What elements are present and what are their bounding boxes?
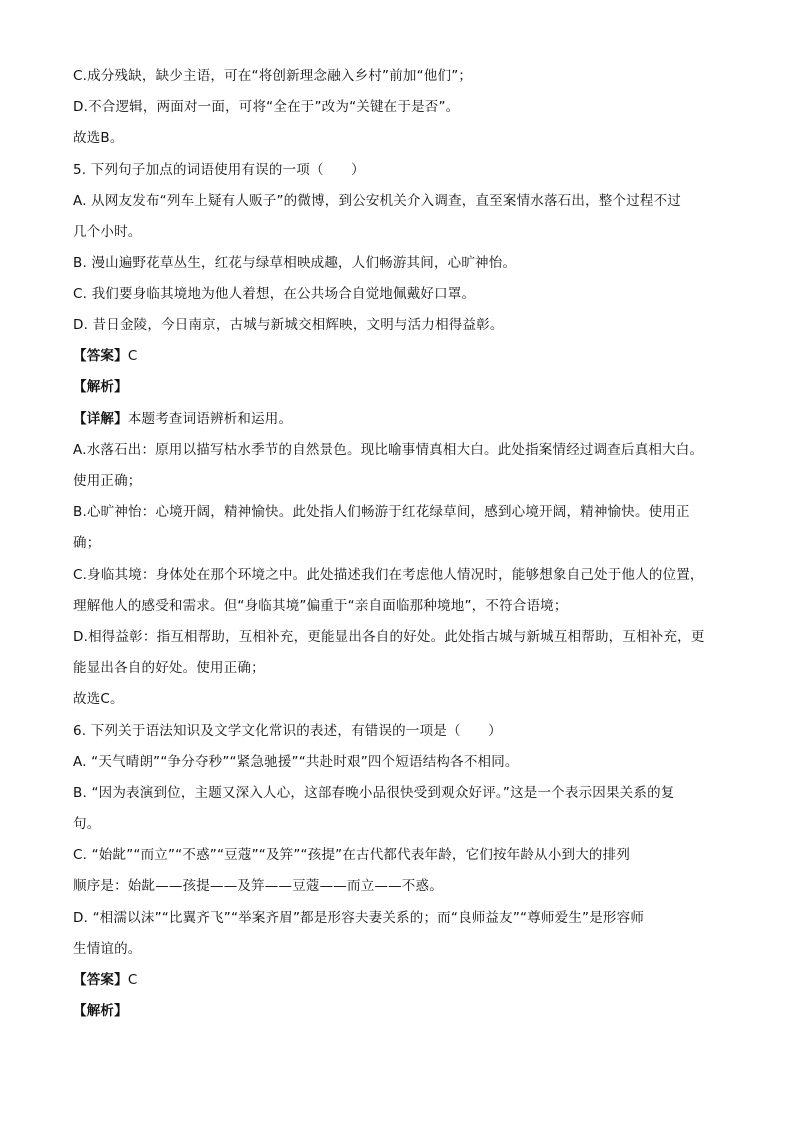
- text-line: 故选B。: [73, 130, 124, 146]
- option-a: A. “天气晴朗”“争分夺秒”“紧急驰援”“共赴时艰”四个短语结构各不相同。: [73, 754, 519, 770]
- option-b: B. “因为表演到位，主题又深入人心，这部春晚小品很快受到观众好评。”这是一个表示因果关系的复: [73, 785, 675, 801]
- answer-label: 【答案】C: [73, 972, 138, 988]
- text-line: A.水落石出：原用以描写枯水季节的自然景色。现比喻事情真相大白。此处指案情经过调查后真相大白。: [73, 442, 704, 458]
- section-marker: 【答案】: [73, 348, 128, 364]
- text-line: 确；: [73, 535, 101, 551]
- text-line: C.身临其境：身体处在那个环境之中。此处描述我们在考虑他人情况时，能够想象自己处于他人的位置，: [73, 567, 704, 583]
- text-line: 能显出各自的好处。使用正确；: [73, 660, 265, 676]
- option-d: D. 昔日金陵，今日南京，古城与新城交相辉映，文明与活力相得益彰。: [73, 317, 504, 333]
- text-line: 几个小时。: [73, 224, 142, 240]
- analysis-label: [73, 1001, 128, 1021]
- analysis-label: [73, 377, 128, 397]
- text-line: 顺序是：始龀——孩提——及笄——豆蔻——而立——不惑。: [73, 878, 443, 894]
- text-line: C.成分残缺，缺少主语，可在“将创新理念融入乡村”前加“他们”；: [73, 68, 473, 84]
- option-a: A. 从网友发布“列车上疑有人贩子”的微博，到公安机关介入调查，直至案情水落石出，整个过程不过: [73, 193, 681, 209]
- text-line: 使用正确；: [73, 473, 142, 489]
- text-line: 故选C。: [73, 691, 124, 707]
- text-line: 生情谊的。: [73, 941, 142, 957]
- section-marker: 【详解】: [73, 411, 128, 427]
- text-line: D.不合逻辑，两面对一面，可将“全在于”改为“关键在于是否”。: [73, 99, 460, 115]
- detail-label: 【详解】本题考查词语辨析和运用。: [73, 411, 293, 427]
- text-line: B.心旷神怡：心境开阔，精神愉快。此处指人们畅游于红花绿草间，感到心境开阔，精神愉快。使用正: [73, 504, 690, 520]
- question-5-stem: 5. 下列句子加点的词语使用有误的一项（ ）: [73, 162, 365, 178]
- text-line: D.相得益彰：指互相帮助，互相补充，更能显出各自的好处。此处指古城与新城互相帮助，互相补充，更: [73, 629, 705, 645]
- section-marker: 【解析】: [73, 1003, 128, 1019]
- section-marker: 【解析】: [73, 379, 128, 395]
- text-line: 句。: [73, 816, 101, 832]
- answer-label: 【答案】C: [73, 348, 138, 364]
- question-6-stem: 6. 下列关于语法知识及文学文化常识的表述，有错误的一项是（ ）: [73, 723, 502, 739]
- text-line: 理解他人的感受和需求。但“身临其境”偏重于“亲自面临那种境地”，不符合语境；: [73, 598, 568, 614]
- section-marker: 【答案】: [73, 972, 128, 988]
- option-d: D. “相濡以沫”“比翼齐飞”“举案齐眉”都是形容夫妻关系的；而“良师益友”“尊师爱生”是形容师: [73, 910, 645, 926]
- option-c: C. “始龀”“而立”“不惑”“豆蔻”“及笄”“孩提”在古代都代表年龄，它们按年龄从小到大的排列: [73, 847, 631, 863]
- option-c: C. 我们要身临其境地为他人着想，在公共场合自觉地佩戴好口罩。: [73, 286, 476, 302]
- option-b: B. 漫山遍野花草丛生，红花与绿草相映成趣，人们畅游其间，心旷神怡。: [73, 255, 517, 271]
